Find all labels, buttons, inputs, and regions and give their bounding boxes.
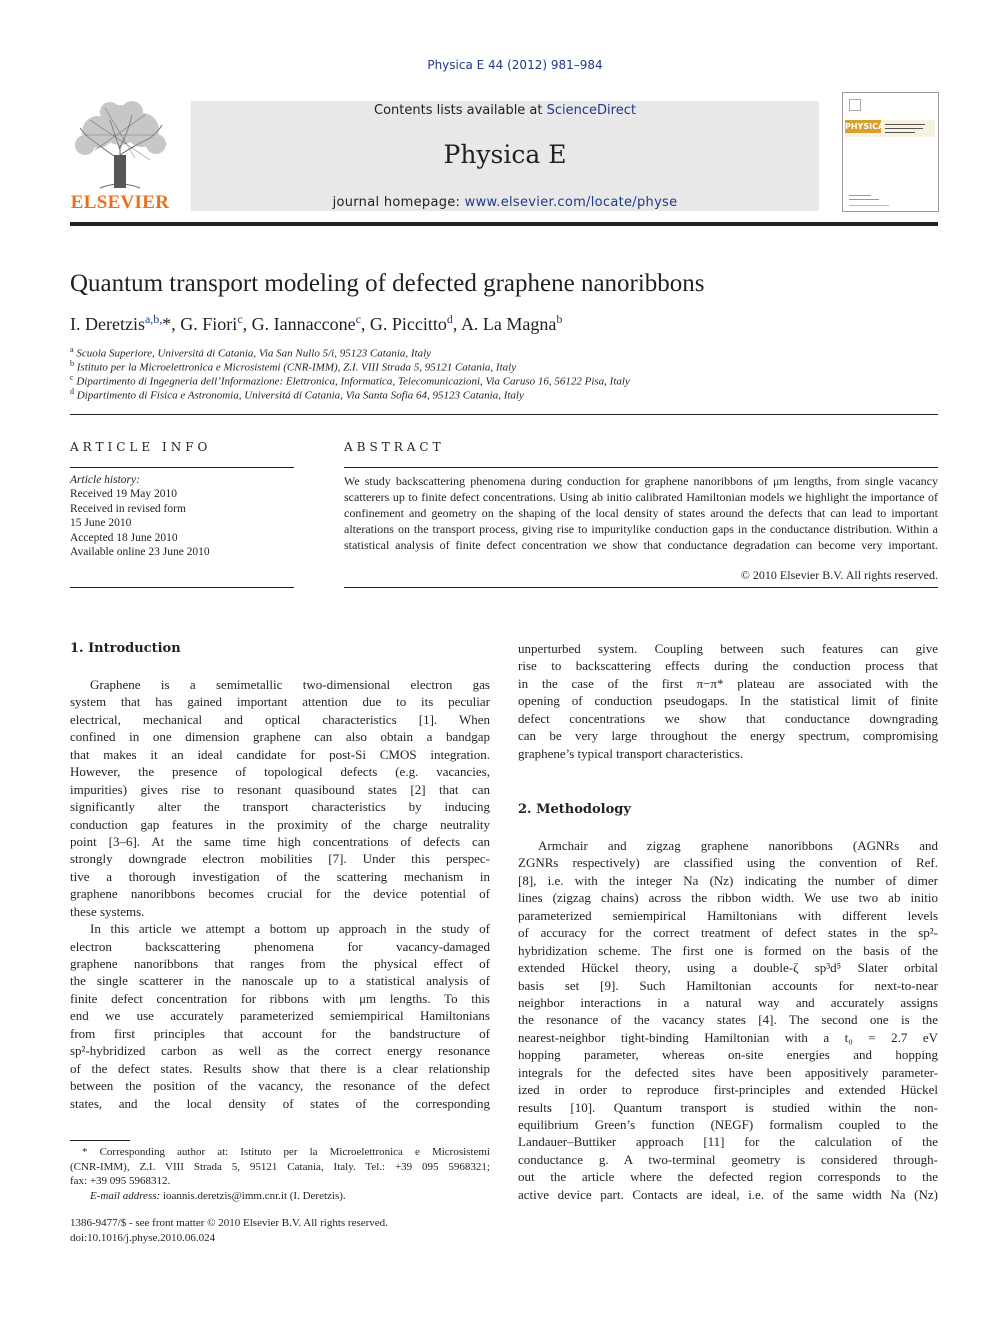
history-item: Received in revised form <box>70 502 186 515</box>
text-line: between the position of the vacancy, the resonance of the defect <box>70 1078 490 1094</box>
text-line: lines (zigzag chains) across the ribbon width. We use two ab initio <box>518 890 938 906</box>
text-line: confined in one dimension graphene can also obtain a bandgap <box>70 729 490 745</box>
author-name: G. Piccitto <box>369 314 447 334</box>
text-line: defect concentrations we show that conductance downgrading <box>518 710 938 726</box>
text-line: parameterized semiempirical Hamiltonians with different levels <box>518 907 938 923</box>
cover-stripe <box>885 124 925 125</box>
article-history <box>70 473 294 559</box>
text-line: results [10]. Quantum transport is studied within the non- <box>518 1099 938 1115</box>
email-address[interactable]: ioannis.deretzis@imm.cnr.it (I. Deretzis). <box>162 1189 346 1202</box>
abstract-bottom-rule <box>344 587 938 588</box>
text-line: the single scatterer in the nanoscale up to a statistical analysis of <box>70 973 490 989</box>
text-line: end we use accurately parameterized semiempirical Hamiltonians <box>70 1008 490 1024</box>
contents-line <box>191 103 819 118</box>
doi-line[interactable]: doi:10.1016/j.physe.2010.06.024 <box>70 1232 216 1244</box>
author-separator: , <box>360 314 370 334</box>
text-line: graphene nanoribbons becomes crucial for the device potential of <box>70 886 490 902</box>
footnote-rule <box>70 1140 130 1141</box>
cover-stripe <box>885 128 923 129</box>
text-line: finite defect concentration for ribbons with μm lengths. To this <box>70 990 490 1006</box>
text-line: Landauer–Buttiker approach [11] for the calculation of the <box>518 1134 938 1150</box>
text-line: equilibrium Green’s function (NEGF) formalism coupled to the <box>518 1117 938 1132</box>
text-line: active device part. Contacts are ideal, i.e. of the same width Na (Nz) <box>518 1186 938 1202</box>
text-line: unperturbed system. Coupling between such features can give <box>518 641 938 656</box>
text-line: conductance g. A two-terminal geometry is considered through- <box>518 1151 938 1167</box>
affiliation-mark: d <box>70 387 74 396</box>
article-info-rule <box>70 467 294 468</box>
author-affil-mark[interactable]: c <box>237 312 243 326</box>
journal-cover-thumbnail[interactable] <box>842 92 939 212</box>
abstract-heading: ABSTRACT <box>344 440 445 454</box>
affiliation-text: Istituto per la Microelettronica e Microsistemi (CNR-IMM), Z.I. VIII Strada 5, 95121 Catania, Italy <box>76 361 517 374</box>
history-item: Accepted 18 June 2010 <box>70 531 178 544</box>
history-label: Article history: <box>70 474 140 486</box>
text-line: nearest-neighbor tight-binding Hamiltonian with a t₀ = 2.7 eV <box>518 1029 938 1045</box>
footnote-line: (CNR-IMM), Z.I. VIII Strada 5, 95121 Catania, Italy. Tel.: +39 095 5968321; <box>70 1160 490 1173</box>
affiliation-text: Scuola Superiore, Universitá di Catania, Via San Nullo 5/i, 95123 Catania, Italy <box>76 347 432 360</box>
text-line: integrals for the defected sites have been appositively parameter- <box>518 1064 938 1080</box>
author-name: A. La Magna <box>460 314 557 334</box>
affiliation <box>70 345 431 360</box>
text-line: out the article where the defected region corresponds to the <box>518 1169 938 1185</box>
affiliation <box>70 373 630 388</box>
text-line: hopping parameter, whereas on-site energies and hopping <box>518 1047 938 1063</box>
cover-badge: PHYSICA <box>845 122 885 131</box>
history-item: Received 19 May 2010 <box>70 488 177 501</box>
homepage-prefix: journal homepage: <box>332 195 465 210</box>
text-line: significantly alter the transport characteristics by inducing <box>70 799 490 815</box>
author-name: I. Deretzis <box>70 314 145 334</box>
text-line: these systems. <box>70 903 145 919</box>
abstract-rule <box>344 467 938 468</box>
text-line: can be very large throughout the energy spectrum, compromising <box>518 728 938 744</box>
text-line: Armchair and zigzag graphene nanoribbons (AGNRs and <box>538 838 938 853</box>
text-line: electron backscattering phenomena for vacancy-damaged <box>70 938 490 954</box>
text-line: [8], i.e. with the integer Na (Nz) indicating the number of dimer <box>518 872 938 888</box>
text-line: ZGNRs respectively) are classified using the convention of Ref. <box>518 855 938 871</box>
affiliation-text: Dipartimento di Fisica e Astronomia, Universitá di Catania, Via Santa Sofia 64, 95123 Catania, Italy <box>76 389 524 402</box>
section-heading-introduction: 1. Introduction <box>70 641 181 656</box>
affiliation-rule <box>70 414 938 415</box>
text-line: However, the presence of topological defects (e.g. vacancies, <box>70 764 490 780</box>
text-line: conduction gap features in the proximity of the charge neutrality <box>70 816 490 832</box>
affiliation <box>70 359 516 374</box>
right-column-top-text <box>518 640 938 762</box>
issn-line: 1386-9477/$ - see front matter © 2010 Elsevier B.V. All rights reserved. <box>70 1217 388 1229</box>
affiliation-mark: c <box>70 373 74 382</box>
author-name: G. Iannaccone <box>251 314 356 334</box>
author-corresponding-mark[interactable]: * <box>162 314 172 334</box>
text-line: that makes it an ideal candidate for post-Si CMOS integration. <box>70 746 490 762</box>
right-column-methods-text <box>518 837 938 1203</box>
text-line: the resonance of the vacancy states [4]. The second one is the <box>518 1012 938 1028</box>
author-list <box>70 312 950 335</box>
abstract-copyright: © 2010 Elsevier B.V. All rights reserved. <box>740 568 938 582</box>
text-line: impurities) gives rise to resonant quasibound states [2] that can <box>70 781 490 797</box>
header-rule <box>70 222 938 226</box>
text-line: point [3–6]. At the same time high concentrations of defects can <box>70 833 490 849</box>
tree-logo-icon <box>70 100 170 192</box>
text-line: system that has gained important attention due to its peculiar <box>70 694 490 710</box>
text-line: of the defect states. Results show that there is a clear relationship <box>70 1060 490 1076</box>
text-line: opening of conduction pseudogaps. In the statistical limit of finite <box>518 693 938 709</box>
author-affil-mark[interactable]: c <box>355 312 361 326</box>
text-line: Graphene is a semimetallic two-dimensional electron gas <box>90 677 490 692</box>
section-heading-methodology: 2. Methodology <box>518 802 631 817</box>
history-item: Available online 23 June 2010 <box>70 546 210 559</box>
article-info-bottom-rule <box>70 587 294 588</box>
text-line: electrical, mechanical and optical characteristics [1]. When <box>70 711 490 727</box>
affiliation-mark: a <box>70 345 74 354</box>
author-name: G. Fiori <box>180 314 238 334</box>
corresponding-author-footnote <box>70 1145 490 1203</box>
affiliation <box>70 387 524 402</box>
text-line: graphene’s typical transport characteristics. <box>518 745 744 761</box>
cover-stripe <box>849 195 871 196</box>
contents-prefix: Contents lists available at <box>374 103 547 118</box>
text-line: neighbor interactions in a natural way and accurately assigns <box>518 994 938 1010</box>
text-line: ized in order to reproduce first-principles and extended Hückel <box>518 1082 938 1098</box>
email-label: E-mail address: <box>90 1189 163 1202</box>
abstract-text: We study backscattering phenomena during conduction for graphene nanoribbons of μm lengths, from single vacancy scatterers up to finite defect concentrations. Using ab initio calibrated Hamiltonian models we highlight the importance of confinement and geometry on the shaping of the local density of states around the defects that can lead to important alterations on the transport process, giving rise to impuritylike conduction gaps in the conductance distribution. Within a statistical analysis of finite defect concentration we show that conductance degradation can become very important. <box>344 474 938 552</box>
text-line: rise to backscattering effects during the conduction process that <box>518 658 938 674</box>
publisher-name: ELSEVIER <box>70 192 170 213</box>
footnote-line: * Corresponding author at: Istituto per la Microelettronica e Microsistemi <box>82 1146 490 1158</box>
affiliation-text: Dipartimento di Ingegneria dell’Informazione: Elettronica, Informatica, Telecomunicazioni, Via Caruso 16, 56122 Pisa, Italy <box>76 375 630 388</box>
text-line: tive a thorough investigation of the scattering mechanism in <box>70 868 490 884</box>
text-line: basis set [9]. Such Hamiltonian accounts for next-to-near <box>518 977 938 993</box>
sciencedirect-link[interactable]: ScienceDirect <box>546 103 636 118</box>
author-affil-mark[interactable]: d <box>446 312 453 326</box>
text-line: in the case of the first π−π* plateau are associated with the <box>518 675 938 691</box>
text-line: states, and the local density of states of the corresponding <box>70 1095 490 1111</box>
article-info-heading: ARTICLE INFO <box>70 440 212 454</box>
history-item: 15 June 2010 <box>70 517 132 530</box>
cover-corner-mark <box>849 99 861 111</box>
cover-stripe <box>849 199 879 200</box>
affiliation-mark: b <box>70 359 74 368</box>
author-separator: , <box>171 314 181 334</box>
text-line: strongly downgrade electron mobilities [7]. Under this perspec- <box>70 851 490 867</box>
text-line: hybridization scheme. The first one is formed on the basis of the <box>518 942 938 958</box>
author-affil-mark[interactable]: b <box>556 312 563 326</box>
left-column-text <box>70 676 490 1112</box>
text-line: of accuracy for the correct treatment of defect states in the sp²- <box>518 925 938 941</box>
journal-citation[interactable]: Physica E 44 (2012) 981–984 <box>427 58 603 72</box>
cover-stripe <box>885 132 915 133</box>
text-line: In this article we attempt a bottom up approach in the study of <box>90 921 490 937</box>
homepage-link[interactable]: www.elsevier.com/locate/physe <box>464 195 678 210</box>
front-matter <box>70 1216 388 1246</box>
footnote-line: fax: +39 095 5968312. <box>70 1175 171 1187</box>
homepage-line <box>191 195 819 210</box>
text-line: from first principles that account for the bandstructure of <box>70 1025 490 1041</box>
text-line: sp²-hybridized carbon as well as the correct energy resonance <box>70 1043 490 1059</box>
author-affil-mark[interactable]: a,b, <box>144 312 163 326</box>
text-line: extended Hückel theory, using a double-ζ sp³d⁵ Slater orbital <box>518 960 938 976</box>
text-line: graphene nanoribbons that ranges from the physical effect of <box>70 956 490 971</box>
journal-title: Physica E <box>443 140 567 169</box>
cover-stripe <box>849 205 889 206</box>
author-separator: , <box>452 314 461 334</box>
paper-title: Quantum transport modeling of defected graphene nanoribbons <box>70 270 705 297</box>
author-separator: , <box>242 314 252 334</box>
email-line <box>70 1189 490 1204</box>
